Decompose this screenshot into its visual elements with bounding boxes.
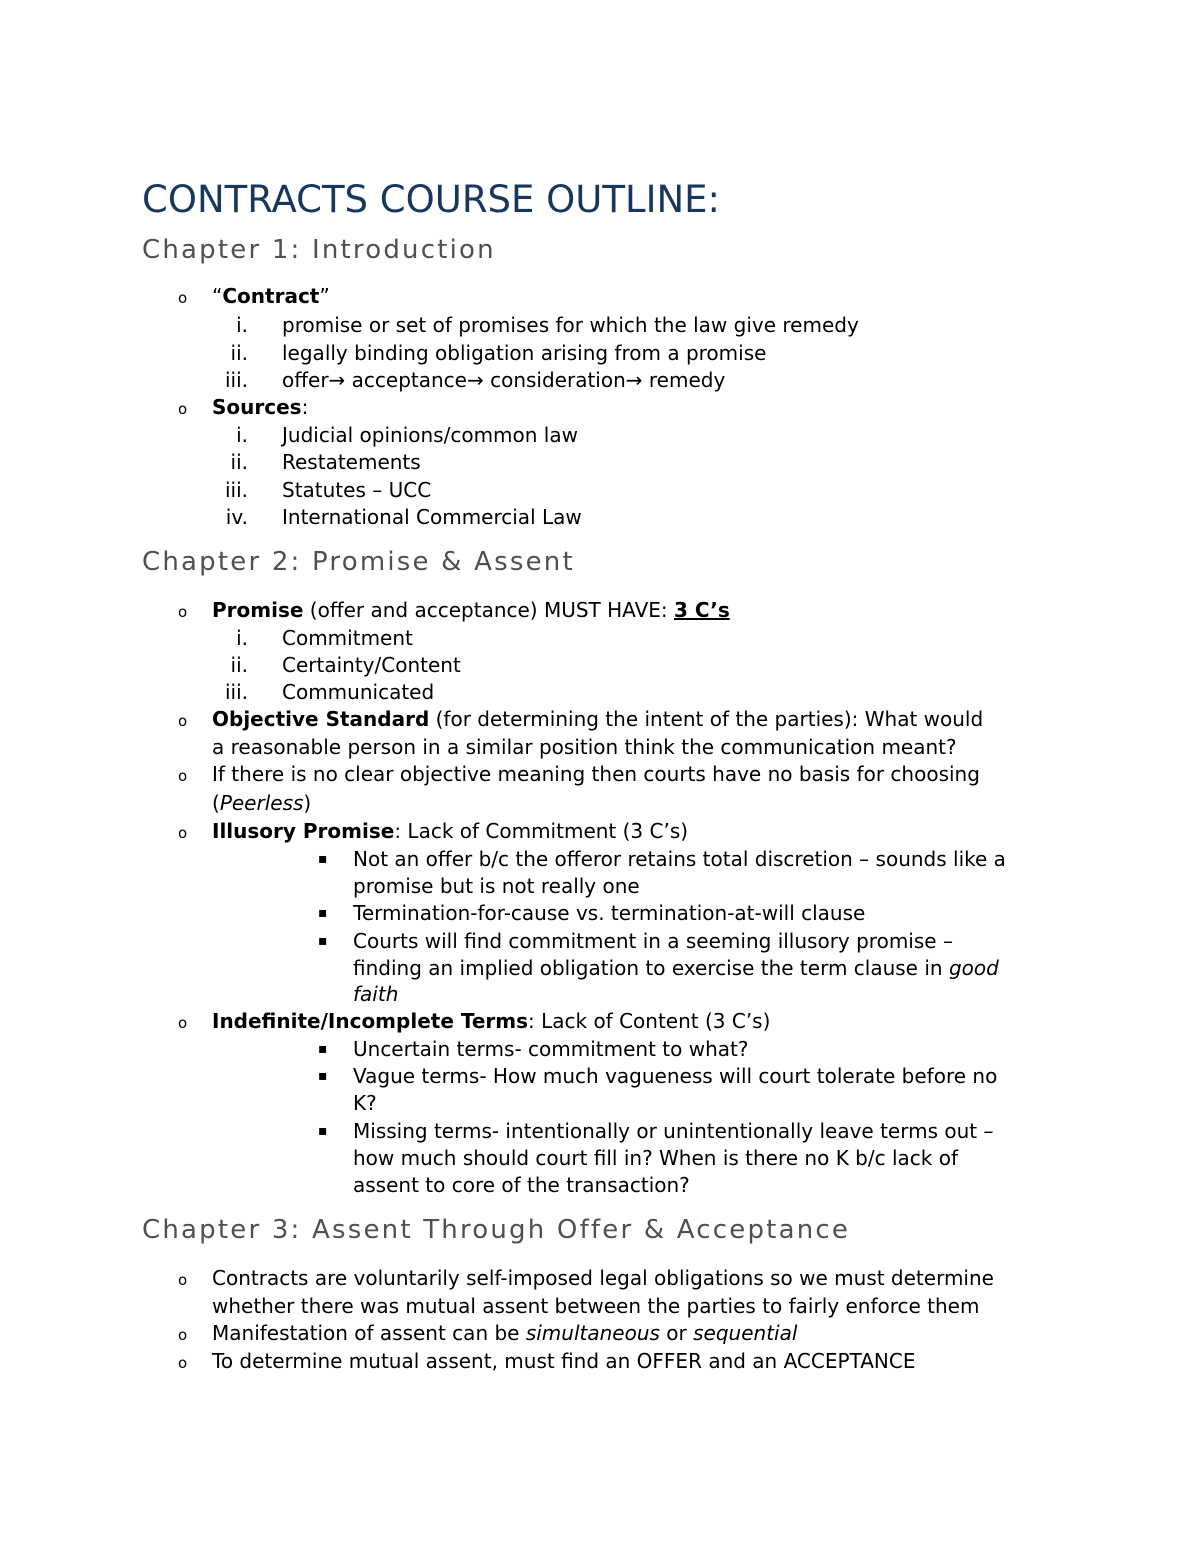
sub-item-cont: how much should court fill in? When is there no K b/c lack of [353, 1146, 958, 1170]
promise-item: Promise (offer and acceptance) MUST HAVE: 3 C’s [212, 598, 730, 622]
case-name: Peerless [219, 791, 304, 815]
bullet-square: ▪ [318, 1068, 328, 1084]
bullet-o: o [178, 712, 188, 730]
objective-standard-cont: a reasonable person in a similar position think the communication meant? [212, 735, 957, 759]
bullet-o: o [178, 1014, 188, 1032]
sub-item: Uncertain terms- commitment to what? [353, 1037, 749, 1061]
bullet-o: o [178, 289, 188, 307]
list-number: ii. [230, 653, 248, 677]
sub-item: Courts will find commitment in a seeming illusory promise – [353, 929, 953, 953]
list-item: Judicial opinions/common law [282, 423, 578, 447]
indefinite-terms-term: Indefinite/Incomplete Terms [212, 1009, 529, 1033]
bullet-square: ▪ [318, 851, 328, 867]
illusory-promise-item: Illusory Promise: Lack of Commitment (3 C’s) [212, 819, 689, 843]
sub-item: Termination-for-cause vs. termination-at-will clause [353, 901, 866, 925]
bullet-o: o [178, 400, 188, 418]
list-item: Commitment [282, 626, 413, 650]
list-number: iii. [224, 680, 248, 704]
sub-item-cont: finding an implied obligation to exercise the term clause in good [353, 956, 999, 980]
bullet-o: o [178, 1326, 188, 1344]
bullet-square: ▪ [318, 905, 328, 921]
list-number: iv. [225, 505, 248, 529]
list-item: International Commercial Law [282, 505, 582, 529]
list-number: iii. [224, 368, 248, 392]
contract-term: Contract [222, 284, 320, 308]
paragraph-item: Manifestation of assent can be simultaneous or sequential [212, 1321, 798, 1345]
bullet-o: o [178, 1271, 188, 1289]
list-item: Certainty/Content [282, 653, 461, 677]
no-clear-meaning-item: If there is no clear objective meaning then courts have no basis for choosing [212, 762, 980, 786]
list-item: Restatements [282, 450, 421, 474]
list-item: promise or set of promises for which the law give remedy [282, 313, 859, 337]
sub-item-cont: assent to core of the transaction? [353, 1173, 690, 1197]
no-clear-meaning-cont: (Peerless) [212, 791, 312, 815]
list-number: i. [236, 626, 248, 650]
bullet-o: o [178, 603, 188, 621]
chapter-3-heading: Chapter 3: Assent Through Offer & Acceptance [142, 1215, 851, 1245]
bullet-o: o [178, 824, 188, 842]
promise-term: Promise [212, 598, 304, 622]
sub-item: Not an offer b/c the offeror retains total discretion – sounds like a [353, 847, 1006, 871]
indefinite-terms-item: Indefinite/Incomplete Terms: Lack of Content (3 C’s) [212, 1009, 771, 1033]
sources-item: Sources: [212, 395, 309, 419]
bullet-square: ▪ [318, 933, 328, 949]
sources-term: Sources [212, 395, 302, 419]
three-cs-emphasis: 3 C’s [673, 598, 730, 622]
list-number: ii. [230, 341, 248, 365]
paragraph-item-cont: whether there was mutual assent between the parties to fairly enforce them [212, 1294, 980, 1318]
list-number: ii. [230, 450, 248, 474]
bullet-square: ▪ [318, 1041, 328, 1057]
bullet-o: o [178, 1354, 188, 1372]
document-title: CONTRACTS COURSE OUTLINE: [142, 178, 721, 221]
paragraph-item: Contracts are voluntarily self-imposed legal obligations so we must determine [212, 1266, 994, 1290]
objective-standard-item: Objective Standard (for determining the intent of the parties): What would [212, 707, 984, 731]
paragraph-item: To determine mutual assent, must find an OFFER and an ACCEPTANCE [212, 1349, 916, 1373]
sub-item: Missing terms- intentionally or unintentionally leave terms out – [353, 1119, 994, 1143]
sub-item-cont: K? [353, 1091, 377, 1115]
chapter-1-heading: Chapter 1: Introduction [142, 235, 496, 265]
bullet-square: ▪ [318, 1123, 328, 1139]
list-number: i. [236, 313, 248, 337]
contract-item: “Contract” [212, 284, 330, 308]
list-number: iii. [224, 478, 248, 502]
sub-item-cont: faith [353, 982, 399, 1006]
list-item: legally binding obligation arising from a promise [282, 341, 767, 365]
bullet-o: o [178, 767, 188, 785]
chapter-2-heading: Chapter 2: Promise & Assent [142, 547, 575, 577]
objective-standard-term: Objective Standard [212, 707, 430, 731]
list-number: i. [236, 423, 248, 447]
sub-item: Vague terms- How much vagueness will court tolerate before no [353, 1064, 998, 1088]
illusory-promise-term: Illusory Promise [212, 819, 395, 843]
sub-item-cont: promise but is not really one [353, 874, 640, 898]
list-item: Communicated [282, 680, 435, 704]
list-item: Statutes – UCC [282, 478, 432, 502]
list-item: offer→ acceptance→ consideration→ remedy [282, 368, 726, 392]
